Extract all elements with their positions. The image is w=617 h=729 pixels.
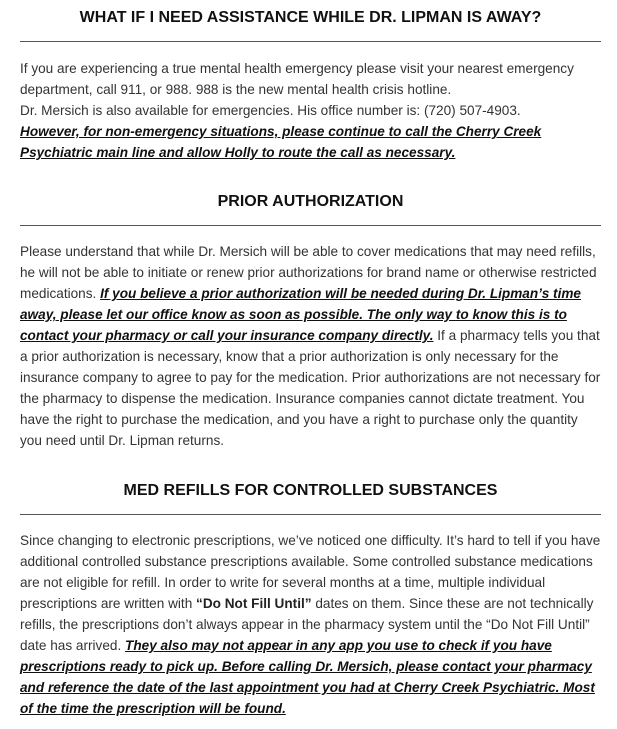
section-heading: MED REFILLS FOR CONTROLLED SUBSTANCES: [123, 482, 498, 499]
paragraph: Dr. Mersich is also available for emergencies. His office number is: (720) 507-4903.: [20, 103, 521, 118]
emphasis-text: If you believe a prior authorization will be needed during Dr. Lipman’s time away, please let our office know as soon as possible. The only way to know this is to contact your pharmacy or call your insurance company directly.: [20, 286, 581, 343]
divider: [20, 225, 601, 226]
section-prior-authorization: [20, 192, 601, 451]
section-heading: WHAT IF I NEED ASSISTANCE WHILE DR. LIPMAN IS AWAY?: [79, 9, 542, 26]
divider: [20, 41, 601, 42]
divider: [20, 514, 601, 515]
section-assistance: [20, 8, 601, 163]
section-med-refills: [20, 481, 601, 719]
paragraph-text: If a pharmacy tells you that a prior authorization is necessary, know that a prior authorization is only necessary for the insurance company to agree to pay for the medication. Prior authorizations are not necessary for the pharmacy to dispense the medication. Insurance companies cannot dictate treatment. You have the right to purchase the medication, and you have a right to purchase only the quantity you need until Dr. Lipman returns.: [20, 328, 601, 448]
emphasis-text: They also may not appear in any app you use to check if you have prescriptions ready to pick up. Before calling Dr. Mersich, please contact your pharmacy and reference the date of the last appointment you had at Cherry Creek Psychiatric. Most of the time the prescription will be found.: [20, 638, 595, 716]
paragraph-text: Since changing to electronic prescriptions, we’ve noticed one difficulty. It’s hard to tell if you have additional controlled substance prescriptions available. Some controlled substance medications are not eligible for refill. In order to write for several months at a time, multiple individual prescriptions are written with: [20, 533, 601, 611]
section-heading: PRIOR AUTHORIZATION: [217, 193, 404, 210]
paragraph-text: Please understand that while Dr. Mersich will be able to cover medications that may need refills, he will not be able to initiate or renew prior authorizations for brand name or otherwise restricted medications.: [20, 244, 597, 301]
emphasis-text: However, for non-emergency situations, please continue to call the Cherry Creek Psychiatric main line and allow Holly to route the call as necessary.: [20, 124, 542, 160]
section-body: [20, 58, 601, 163]
paragraph-text: dates on them. Since these are not technically refills, the prescriptions don’t always appear in the pharmacy system until the “Do Not Fill Until” date has arrived.: [20, 596, 594, 653]
paragraph: [20, 241, 601, 451]
paragraph: If you are experiencing a true mental health emergency please visit your nearest emergency department, call 911, or 988. 988 is the new mental health crisis hotline.: [20, 61, 574, 97]
strong-text: “Do Not Fill Until”: [196, 596, 312, 611]
paragraph: [20, 530, 601, 719]
